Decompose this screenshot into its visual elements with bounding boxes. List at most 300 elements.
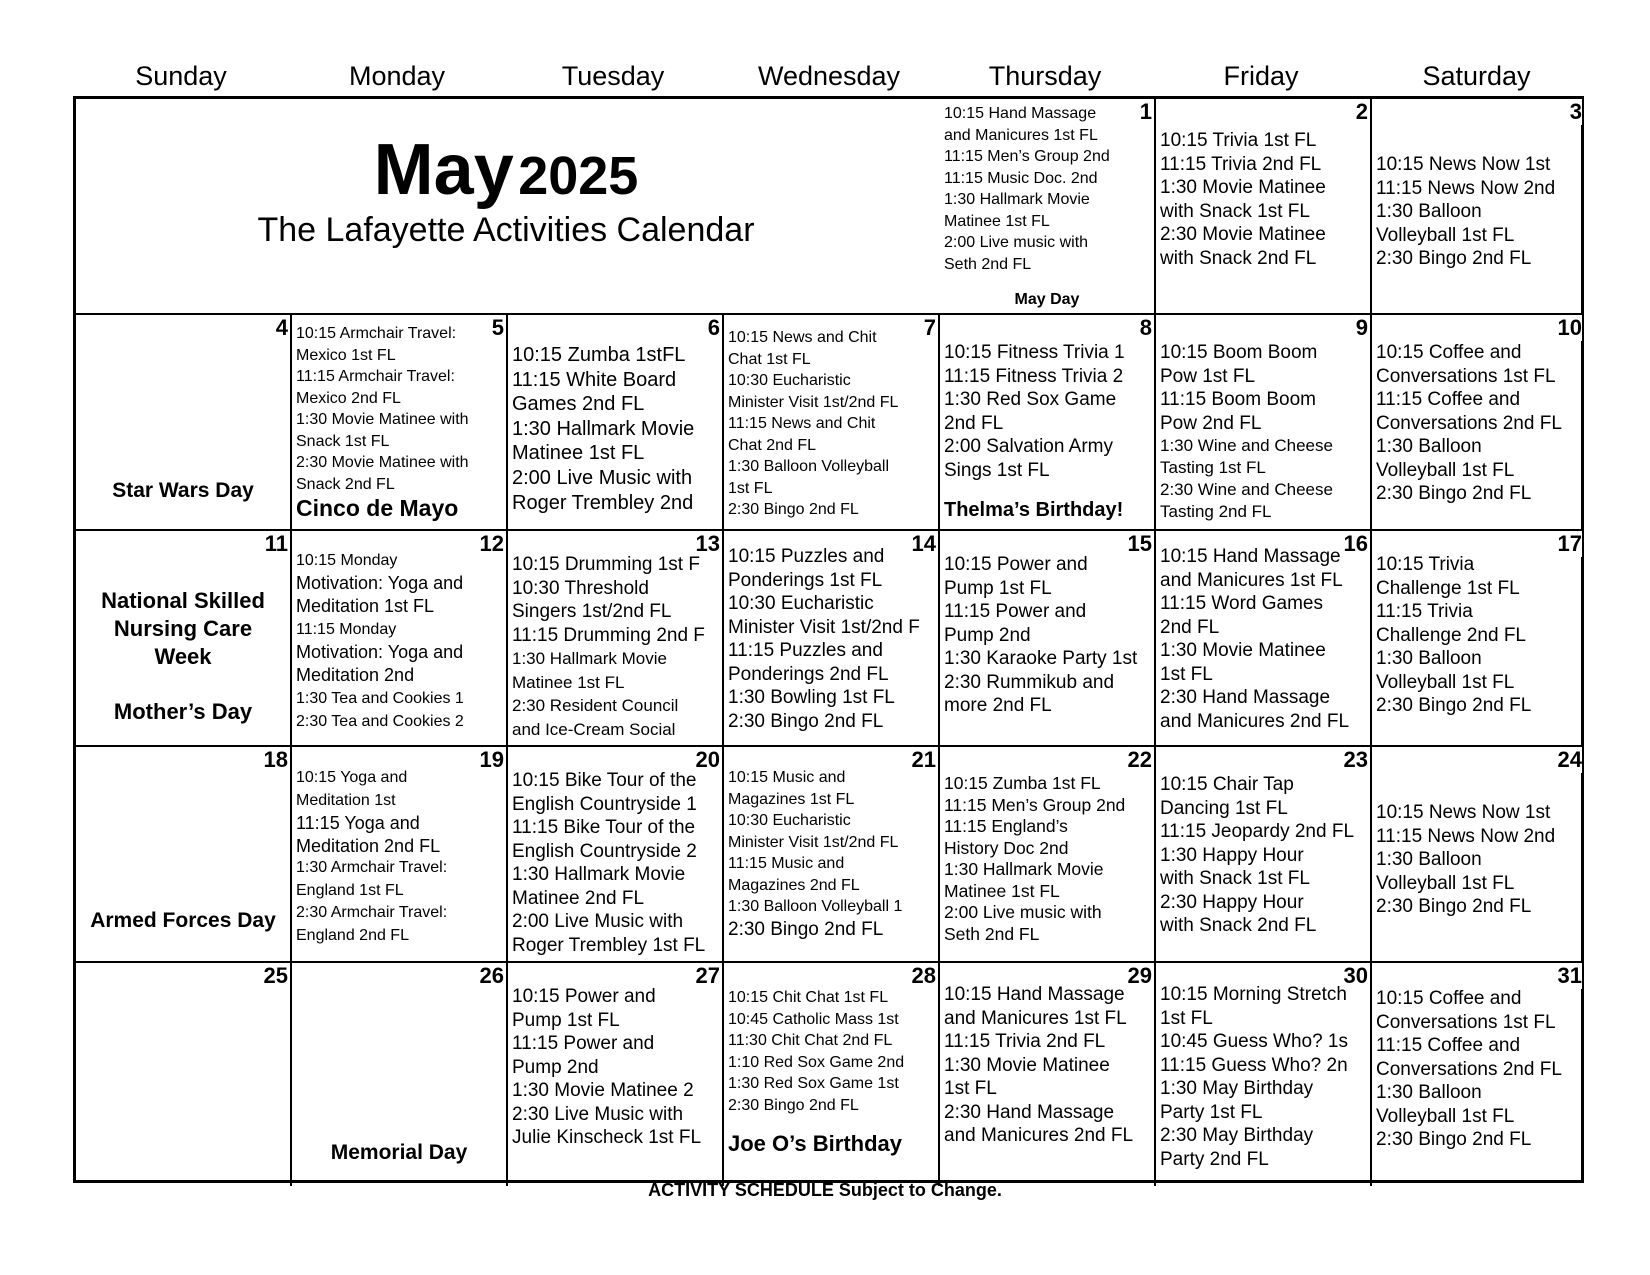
activity: 1:30 Balloon Volleyball 1 — [728, 898, 903, 915]
activity: 2:30 Bingo 2nd FL — [728, 1096, 859, 1114]
activity: Minister Visit 1st/2nd FL — [728, 833, 899, 851]
day-cell-24 — [1372, 747, 1584, 961]
activity: 1st FL — [728, 479, 773, 497]
activity: 10:15 Trivia 1st FL — [1160, 130, 1317, 151]
activity: Games 2nd FL — [512, 393, 645, 416]
activity: 10:15 News and Chit — [728, 329, 877, 346]
day-number: 2 — [1355, 99, 1368, 124]
activity: and Manicures 1st FL — [1160, 569, 1343, 591]
activity: Meditation 2nd FL — [296, 835, 441, 856]
activity: Singers 1st/2nd FL — [512, 601, 672, 622]
activity: Pow 2nd FL — [1160, 412, 1262, 434]
activity: and Manicures 2nd FL — [1160, 710, 1350, 732]
activity: 2:30 Hand Massage — [1160, 687, 1331, 708]
activity-list — [728, 987, 936, 1116]
activity: Meditation 1st — [296, 791, 396, 809]
day-number: 22 — [1127, 747, 1152, 772]
activity: Matinee 1st FL — [944, 880, 1060, 901]
activity: 1:30 Movie Matinee — [1160, 177, 1326, 198]
activity: 11:15 Power and — [944, 601, 1087, 622]
year: 2025 — [518, 146, 639, 206]
activity: with Snack 1st FL — [1160, 868, 1310, 889]
activity: 1:30 Karaoke Party 1st — [944, 648, 1138, 669]
day-number: 17 — [1557, 531, 1582, 556]
day-cell-9 — [1156, 315, 1370, 529]
activity: 11:15 Armchair Travel: — [296, 368, 455, 385]
activity: 10:15 Power and — [944, 554, 1088, 575]
activity: 11:15 Word Games — [1160, 593, 1323, 614]
day-number: 11 — [264, 531, 288, 556]
activity: 1:10 Red Sox Game 2nd — [728, 1053, 905, 1071]
activity: 11:15 Music Doc. 2nd — [944, 169, 1098, 187]
activity: 10:45 Catholic Mass 1st — [728, 1010, 899, 1028]
activity: and Manicures 1st FL — [944, 1007, 1127, 1029]
activity: 1:30 Red Sox Game — [944, 389, 1117, 410]
activity: 11:15 Music and — [728, 855, 845, 872]
day-cell-13 — [508, 531, 722, 745]
activity: 2:30 Bingo 2nd FL — [1376, 695, 1532, 716]
day-number: 21 — [911, 747, 936, 772]
special-event: Memorial Day — [330, 1141, 468, 1164]
special-event: May Day — [1014, 291, 1080, 308]
activity: 2:30 Rummikub and — [944, 671, 1115, 693]
activity: Volleyball 1st FL — [1376, 459, 1515, 481]
activity: 10:15 Chair Tap — [1160, 774, 1294, 795]
activity-list — [944, 341, 1152, 482]
activity: 10:15 Trivia — [1376, 554, 1475, 575]
activity: 10:45 Guess Who? 1s — [1160, 1031, 1348, 1052]
weekday-friday: Friday — [1223, 61, 1299, 91]
activity: 11:15 Bike Tour of the — [512, 817, 696, 838]
activity: 10:15 Hand Massage — [944, 984, 1125, 1005]
day-number: 4 — [275, 315, 288, 340]
day-number: 3 — [1569, 99, 1582, 124]
activity: Chat 2nd FL — [728, 436, 817, 454]
activity: 1:30 Balloon — [1376, 648, 1482, 669]
activity: 10:15 News Now 1st — [1376, 802, 1551, 823]
activity: Tasting 1st FL — [1160, 458, 1266, 477]
activity: Dancing 1st FL — [1160, 797, 1288, 819]
activity-list — [944, 103, 1152, 275]
activity-list — [728, 327, 936, 521]
activity: 10:15 Morning Stretch — [1160, 984, 1347, 1005]
activity: Roger Trembley 1st FL — [512, 934, 706, 956]
activity: Snack 2nd FL — [296, 475, 395, 493]
activity: 11:15 Monday — [296, 621, 397, 638]
activity: Pump 1st FL — [944, 577, 1052, 599]
day-number: 25 — [263, 963, 288, 988]
activity: 1:30 Movie Matinee — [944, 1054, 1110, 1076]
activity: 11:15 Men’s Group 2nd — [944, 148, 1110, 165]
activity: 2:30 Tea and Cookies 2 — [296, 713, 464, 730]
day-cell-10 — [1372, 315, 1584, 529]
weekday-tuesday: Tuesday — [561, 61, 665, 91]
activity: 2:30 Resident Council — [512, 696, 679, 715]
activity: 10:15 Boom Boom — [1160, 342, 1318, 363]
activity: Magazines 2nd FL — [728, 876, 860, 894]
activity: 1:30 Hallmark Movie — [512, 864, 686, 885]
day-number: 29 — [1127, 963, 1152, 988]
activity: 10:15 Puzzles and — [728, 546, 885, 567]
activity-list — [944, 773, 1152, 945]
activity: 2:30 Wine and Cheese — [1160, 480, 1333, 499]
activity-list — [1376, 553, 1582, 718]
activity-list — [728, 545, 936, 733]
day-cell-17 — [1372, 531, 1584, 745]
activity: Magazines 1st FL — [728, 790, 855, 808]
day-cell-3 — [1372, 99, 1584, 313]
activity: Roger Trembley 2nd — [512, 491, 694, 514]
activity-list — [512, 985, 720, 1150]
activity: 1:30 Balloon — [1376, 1082, 1482, 1103]
activity: 10:15 News Now 1st — [1376, 154, 1551, 175]
activity: Motivation: Yoga and — [296, 573, 464, 593]
activity: 10:30 Eucharistic — [728, 812, 851, 829]
day-cell-1 — [940, 99, 1154, 313]
day-number: 23 — [1343, 747, 1368, 772]
activity-list — [1160, 341, 1368, 523]
activity: Conversations 1st FL — [1376, 365, 1556, 387]
activity: 2:30 Movie Matinee with — [296, 454, 469, 471]
day-number: 6 — [707, 315, 720, 340]
activity: 2nd FL — [1160, 616, 1220, 638]
activity: 2:00 Live Music with — [512, 911, 684, 932]
activity: 1st FL — [1160, 663, 1213, 685]
activity: Mexico 1st FL — [296, 346, 396, 364]
activity: 11:15 England’s — [944, 816, 1068, 836]
day-cell-7 — [724, 315, 938, 529]
day-cell-4 — [76, 315, 290, 529]
activity-list — [1376, 987, 1582, 1152]
activity: England 1st FL — [296, 881, 404, 899]
weekday-monday: Monday — [348, 61, 446, 91]
activity: 1:30 Bowling 1st FL — [728, 687, 895, 708]
activity: Matinee 1st FL — [944, 212, 1050, 230]
weekday-wednesday: Wednesday — [757, 61, 901, 91]
day-number: 31 — [1557, 963, 1582, 988]
activity: 11:15 Drumming 2nd F — [512, 624, 705, 646]
activity-list — [944, 553, 1152, 718]
activity: 2:30 Happy Hour — [1160, 891, 1304, 913]
activity: 1:30 Hallmark Movie — [512, 649, 667, 668]
activity: 11:15 News Now 2nd — [1376, 177, 1556, 199]
activity: 10:30 Eucharistic — [728, 372, 851, 389]
day-cell-20 — [508, 747, 722, 961]
activity: Ponderings 2nd FL — [728, 663, 889, 685]
activity: 1:30 Hallmark Movie — [512, 417, 695, 440]
activity-list — [296, 549, 504, 733]
activity: 2:30 Bingo 2nd FL — [1376, 896, 1532, 917]
activity: 2:30 Bingo 2nd FL — [728, 918, 884, 940]
activity: 11:15 Trivia 2nd FL — [944, 1031, 1106, 1052]
activity: Challenge 2nd FL — [1376, 624, 1526, 646]
activity: 10:30 Eucharistic — [728, 593, 874, 614]
day-number: 24 — [1557, 747, 1582, 772]
day-number: 19 — [479, 747, 504, 772]
activity: 10:15 Bike Tour of the — [512, 770, 697, 791]
activity: 10:15 Music and — [728, 769, 846, 786]
activity: 11:30 Chit Chat 2nd FL — [728, 1032, 893, 1049]
day-cell-30 — [1156, 963, 1370, 1180]
activity: 1:30 Balloon — [1376, 849, 1482, 870]
activity: 10:15 Hand Massage — [1160, 546, 1341, 567]
activity: 11:15 Guess Who? 2n — [1160, 1054, 1348, 1076]
activity: 11:15 Fitness Trivia 2 — [944, 365, 1124, 387]
activity: Volleyball 1st FL — [1376, 1105, 1515, 1127]
activity-list — [1376, 153, 1582, 271]
day-number: 15 — [1127, 531, 1152, 556]
activity: 1:30 Balloon Volleyball — [728, 458, 890, 475]
activity: 1:30 Movie Matinee 2 — [512, 1080, 694, 1101]
activity: 11:15 White Board — [512, 368, 677, 391]
activity: Meditation 2nd — [296, 665, 415, 685]
day-cell-8 — [940, 315, 1154, 529]
activity: Seth 2nd FL — [944, 923, 1040, 944]
activity: 1:30 Hallmark Movie — [944, 859, 1104, 879]
activity: 10:15 Armchair Travel: — [296, 325, 457, 342]
day-number: 20 — [695, 747, 720, 772]
activity: 11:15 Trivia 2nd FL — [1160, 153, 1322, 175]
activity: 11:15 News and Chit — [728, 415, 876, 432]
day-cell-28 — [724, 963, 938, 1180]
day-cell-22 — [940, 747, 1154, 961]
activity: 1st FL — [1160, 1007, 1213, 1029]
activity: 10:15 Zumba 1st FL — [944, 773, 1101, 793]
activity-list — [1376, 341, 1582, 506]
day-cell-12 — [292, 531, 506, 745]
day-number: 9 — [1355, 315, 1368, 340]
special-event: Joe O’s Birthday — [728, 1131, 903, 1156]
activity: 1:30 Tea and Cookies 1 — [296, 690, 464, 707]
activity: Snack 1st FL — [296, 432, 390, 450]
activity: 2:30 Bingo 2nd FL — [1376, 1129, 1532, 1150]
activity-list — [1160, 129, 1368, 270]
activity: Chat 1st FL — [728, 350, 811, 368]
day-number: 27 — [695, 963, 720, 988]
activity-list — [1160, 983, 1368, 1171]
day-number: 13 — [695, 531, 720, 556]
activity: and Ice-Cream Social — [512, 719, 676, 739]
day-number: 30 — [1343, 963, 1368, 988]
activity: 2:30 Live Music with — [512, 1103, 684, 1125]
activity: 1:30 Red Sox Game 1st — [728, 1075, 899, 1092]
special-event: Cinco de Mayo — [296, 495, 459, 521]
day-number: 26 — [479, 963, 504, 988]
activity: 2:30 Bingo 2nd FL — [728, 501, 859, 518]
activity: 10:15 Monday — [296, 552, 398, 569]
activity: English Countryside 1 — [512, 793, 697, 815]
activity-list — [1160, 773, 1368, 938]
day-number: 5 — [491, 315, 504, 340]
activity: Meditation 1st FL — [296, 596, 435, 616]
day-cell-2 — [1156, 99, 1370, 313]
activity: 11:15 Coffee and — [1376, 389, 1521, 410]
activity: Seth 2nd FL — [944, 255, 1032, 273]
activity: 11:15 Puzzles and — [728, 640, 883, 661]
activity: Mexico 2nd FL — [296, 389, 401, 407]
special-event: Armed Forces Day — [90, 909, 276, 932]
activity: 1:30 Movie Matinee — [1160, 640, 1326, 661]
day-number: 18 — [263, 747, 288, 772]
activity-list — [512, 343, 720, 515]
day-cell-16 — [1156, 531, 1370, 745]
day-cell-29 — [940, 963, 1154, 1180]
activity: 2:30 Bingo 2nd FL — [1376, 483, 1532, 504]
day-cell-26 — [292, 963, 506, 1180]
activity: Volleyball 1st FL — [1376, 671, 1515, 693]
day-cell-23 — [1156, 747, 1370, 961]
activity: 1:30 May Birthday — [1160, 1078, 1314, 1099]
activity: Party 1st FL — [1160, 1101, 1263, 1123]
day-cell-11 — [76, 531, 290, 745]
day-number: 1 — [1139, 99, 1152, 124]
activity-list — [512, 769, 720, 957]
activity: Conversations 1st FL — [1376, 1011, 1556, 1033]
weekday-saturday: Saturday — [1422, 61, 1531, 91]
activity: Conversations 2nd FL — [1376, 412, 1562, 434]
special-event: Star Wars Day — [112, 479, 254, 502]
activity: 1:30 Movie Matinee with — [296, 411, 469, 428]
activity-list — [728, 767, 936, 942]
activity: Pump 2nd — [944, 624, 1031, 646]
activity: England 2nd FL — [296, 926, 409, 944]
activity: Challenge 1st FL — [1376, 577, 1520, 599]
activity: Pump 2nd — [512, 1056, 599, 1078]
day-cell-27 — [508, 963, 722, 1180]
calendar-grid — [73, 96, 1584, 1183]
activity: 1:30 Balloon — [1376, 201, 1482, 222]
activity: 11:15 News Now 2nd — [1376, 825, 1556, 847]
activity: Matinee 1st FL — [512, 672, 625, 692]
activity: Matinee 1st FL — [512, 442, 645, 465]
activity: 1:30 Happy Hour — [1160, 844, 1304, 866]
activity-list — [1376, 801, 1582, 919]
activity: Matinee 2nd FL — [512, 887, 645, 909]
activity: Volleyball 1st FL — [1376, 224, 1515, 246]
activity: 2:00 Live Music with — [512, 466, 693, 489]
activity: Volleyball 1st FL — [1376, 872, 1515, 894]
activity: Sings 1st FL — [944, 459, 1050, 481]
activity: Tasting 2nd FL — [1160, 502, 1272, 521]
day-number: 14 — [911, 531, 936, 556]
activity: 10:15 Fitness Trivia 1 — [944, 342, 1125, 363]
activity: 11:15 Coffee and — [1376, 1035, 1521, 1056]
schedule-disclaimer: ACTIVITY SCHEDULE Subject to Change. — [648, 1180, 1002, 1200]
day-number: 8 — [1139, 315, 1152, 340]
activity: 10:30 Threshold — [512, 577, 649, 599]
activity: History Doc 2nd — [944, 837, 1069, 858]
month-name: May — [373, 130, 514, 210]
day-cell-21 — [724, 747, 938, 961]
activity: Minister Visit 1st/2nd F — [728, 616, 920, 638]
activity-list — [1160, 545, 1368, 733]
activity-list — [512, 553, 720, 741]
day-number: 12 — [479, 531, 504, 556]
activity: 2:30 May Birthday — [1160, 1125, 1314, 1146]
activity: 11:15 Jeopardy 2nd FL — [1160, 821, 1355, 842]
day-number: 7 — [923, 315, 936, 340]
activity-list — [944, 983, 1152, 1148]
day-cell-19 — [292, 747, 506, 961]
activity: 2:30 Movie Matinee — [1160, 224, 1326, 245]
activity: 2nd FL — [944, 412, 1004, 434]
activity: 10:15 Coffee and — [1376, 988, 1522, 1009]
activity: 10:15 Yoga and — [296, 769, 408, 786]
day-cell-31 — [1372, 963, 1584, 1180]
special-event: National Skilled Nursing Care Week — [101, 588, 265, 669]
activity: 10:15 Hand Massage — [944, 105, 1097, 122]
activity: and Manicures 2nd FL — [944, 1125, 1134, 1146]
activity: 10:15 Chit Chat 1st FL — [728, 989, 889, 1006]
activity: Pump 1st FL — [512, 1009, 620, 1031]
day-cell-18 — [76, 747, 290, 961]
activity: 1:30 Wine and Cheese — [1160, 436, 1333, 455]
activity: with Snack 2nd FL — [1160, 247, 1317, 269]
activity: English Countryside 2 — [512, 840, 697, 862]
special-event: Mother’s Day — [113, 699, 253, 724]
activity: 1:30 Hallmark Movie — [944, 191, 1090, 208]
activity: 1st FL — [944, 1078, 997, 1099]
calendar-subtitle: The Lafayette Activities Calendar — [257, 211, 755, 249]
day-number: 28 — [911, 963, 936, 988]
activity: Julie Kinscheck 1st FL — [512, 1127, 702, 1148]
activity: 11:15 Boom Boom — [1160, 389, 1316, 410]
activity: 10:15 Drumming 1st F — [512, 554, 700, 575]
activity: Party 2nd FL — [1160, 1148, 1269, 1170]
calendar-title-block — [76, 99, 936, 315]
activity: Ponderings 1st FL — [728, 569, 883, 591]
weekday-thursday: Thursday — [988, 61, 1102, 91]
activity: 2:30 Bingo 2nd FL — [728, 710, 884, 732]
special-event: Thelma’s Birthday! — [944, 499, 1124, 521]
day-number: 16 — [1343, 531, 1368, 556]
day-cell-25 — [76, 963, 290, 1180]
activity: 2:00 Live music with — [944, 234, 1089, 251]
activity: Pow 1st FL — [1160, 365, 1256, 387]
day-cell-14 — [724, 531, 938, 745]
day-number: 10 — [1557, 315, 1582, 340]
activity: 1:30 Armchair Travel: — [296, 859, 448, 876]
activity: 11:15 Men’s Group 2nd — [944, 794, 1126, 815]
activity: 2:30 Bingo 2nd FL — [1376, 248, 1532, 269]
activity: Motivation: Yoga and — [296, 642, 464, 662]
weekday-sunday: Sunday — [135, 61, 227, 91]
activity: with Snack 1st FL — [1160, 200, 1310, 222]
activity: and Manicures 1st FL — [944, 126, 1098, 144]
activity-list — [296, 767, 504, 947]
month-year-title — [76, 129, 936, 211]
activity: 2:30 Armchair Travel: — [296, 904, 448, 921]
activity: 11:15 Yoga and — [296, 813, 420, 833]
day-cell-15 — [940, 531, 1154, 745]
activity: more 2nd FL — [944, 695, 1052, 716]
activity: 11:15 Power and — [512, 1033, 655, 1054]
activity: 10:15 Power and — [512, 986, 656, 1007]
activity: 2:00 Salvation Army — [944, 436, 1113, 457]
activity: 11:15 Trivia — [1376, 601, 1473, 622]
activity: 1:30 Balloon — [1376, 436, 1482, 457]
activity: Minister Visit 1st/2nd FL — [728, 393, 899, 411]
activity: with Snack 2nd FL — [1160, 915, 1317, 936]
activity: Conversations 2nd FL — [1376, 1058, 1562, 1080]
day-cell-6 — [508, 315, 722, 529]
activity: 2:30 Hand Massage — [944, 1101, 1115, 1123]
activity: 10:15 Zumba 1stFL — [512, 344, 686, 366]
activity: 10:15 Coffee and — [1376, 342, 1522, 363]
day-cell-5 — [292, 315, 506, 529]
activity-list — [296, 323, 504, 495]
activity: 2:00 Live music with — [944, 902, 1102, 922]
